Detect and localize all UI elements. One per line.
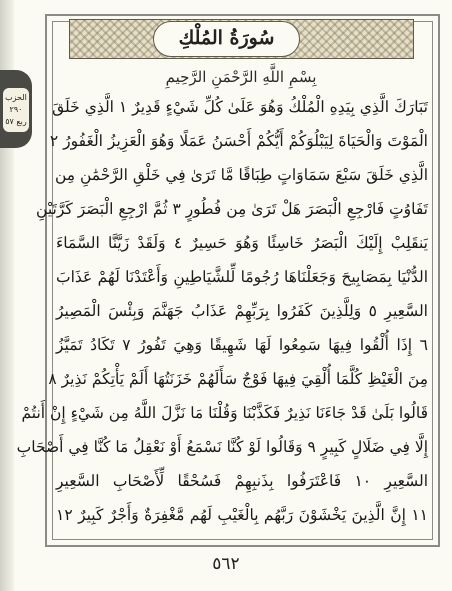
- verse-line: إِلَّا فِي ضَلَالٍ كَبِيرٍ ٩ وَقَالُوا لَوْ كُنَّا نَسْمَعُ أَوْ نَعْقِلُ مَا كُنَّا فِي أَصْحَابِ: [16, 438, 428, 456]
- page-number: ٥٦٢: [212, 554, 240, 574]
- verse-line: السَّعِيرِ ١٠ فَاعْتَرَفُوا بِذَنبِهِمْ فَسُحْقًا لِّأَصْحَابِ السَّعِيرِ: [56, 472, 428, 490]
- hizb-text: الحزب ٢٩٠: [5, 93, 27, 114]
- verse-line: تَبَارَكَ الَّذِي بِيَدِهِ الْمُلْكُ وَهُوَ عَلَىٰ كُلِّ شَيْءٍ قَدِيرٌ ١ الَّذِي خَلَقَ: [52, 98, 428, 116]
- verse-line: ٦ إِذَا أُلْقُوا فِيهَا سَمِعُوا لَهَا شَهِيقًا وَهِيَ تَفُورُ ٧ تَكَادُ تَمَيَّزُ: [56, 336, 428, 354]
- verse-line: ١١ إِنَّ الَّذِينَ يَخْشَوْنَ رَبَّهُم بِالْغَيْبِ لَهُم مَّغْفِرَةٌ وَأَجْرٌ كَبِيرٌ ١٢: [56, 506, 428, 524]
- margin-hizb-label: [3, 88, 29, 132]
- verse-line: يَنقَلِبْ إِلَيْكَ الْبَصَرُ خَاسِئًا وَهُوَ حَسِيرٌ ٤ وَلَقَدْ زَيَّنَّا السَّمَاءَ: [56, 234, 428, 252]
- verse-line: الَّذِي خَلَقَ سَبْعَ سَمَاوَاتٍ طِبَاقًا مَّا تَرَىٰ فِي خَلْقِ الرَّحْمَٰنِ مِن: [54, 166, 428, 184]
- verse-line: تَفَاوُتٍ فَارْجِعِ الْبَصَرَ هَلْ تَرَىٰ مِن فُطُورٍ ٣ ثُمَّ ارْجِعِ الْبَصَرَ كَرَّتَيْنِ: [36, 200, 428, 218]
- verse-line: السَّعِيرِ ٥ وَلِلَّذِينَ كَفَرُوا بِرَبِّهِمْ عَذَابُ جَهَنَّمَ وَبِئْسَ الْمَصِيرُ: [56, 302, 428, 320]
- verse-line: قَالُوا بَلَىٰ قَدْ جَاءَنَا نَذِيرٌ فَكَذَّبْنَا وَقُلْنَا مَا نَزَّلَ اللَّهُ مِن شَيْءٍ إِنْ أَنتُمْ: [21, 404, 428, 422]
- ruku-text: ربع ٥٧: [5, 117, 27, 126]
- basmala: بِسْمِ اللَّهِ الرَّحْمَنِ الرَّحِيمِ: [165, 68, 317, 86]
- verse-line: الْمَوْتَ وَالْحَيَاةَ لِيَبْلُوَكُمْ أَيُّكُمْ أَحْسَنُ عَمَلًا وَهُوَ الْعَزِيزُ الْغَفُورُ ٢: [49, 132, 428, 150]
- verse-line: الدُّنْيَا بِمَصَابِيحَ وَجَعَلْنَاهَا رُجُومًا لِّلشَّيَاطِينِ وَأَعْتَدْنَا لَهُمْ عَذَابَ: [56, 268, 428, 286]
- surah-title: سُورَةُ المُلْكِ: [178, 27, 275, 49]
- verse-line: مِنَ الْغَيْظِ كُلَّمَا أُلْقِيَ فِيهَا فَوْجٌ سَأَلَهُمْ خَزَنَتُهَا أَلَمْ يَأْتِكُمْ نَذِيرٌ ٨: [48, 370, 428, 388]
